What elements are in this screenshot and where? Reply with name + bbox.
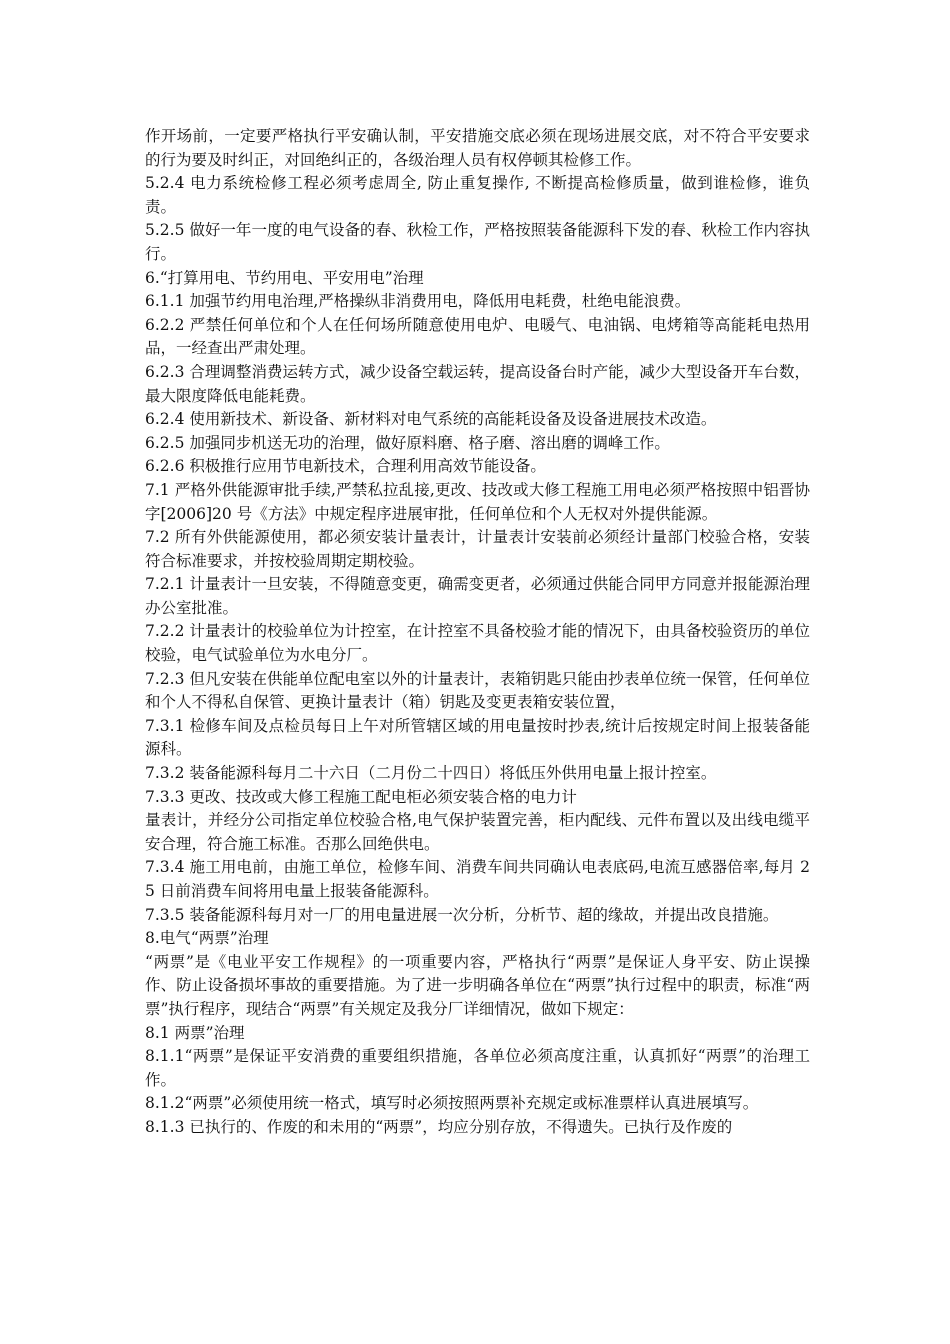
- paragraph: 7.3.3 更改、技改或大修工程施工配电柜必须安装合格的电力计: [145, 787, 577, 806]
- paragraph: 5.2.5 做好一年一度的电气设备的春、秋检工作，严格按照装备能源科下发的春、秋检工作内容执行。: [145, 221, 810, 263]
- paragraph: 7.2 所有外供能源使用，都必须安装计量表计，计量表计安装前必须经计量部门校验合格，安装符合标准要求，并按校验周期定期校验。: [145, 528, 810, 570]
- paragraph: 7.3.2 装备能源科每月二十六日（二月份二十四日）将低压外供用电量上报计控室。: [145, 764, 717, 783]
- paragraph: 8.1.3 已执行的、作废的和未用的“两票”，均应分别存放，不得遗失。已执行及作废的: [145, 1117, 733, 1136]
- section-heading: 6.“打算用电、节约用电、平安用电”治理: [145, 268, 424, 287]
- paragraph: 7.3.5 装备能源科每月对一厂的用电量进展一次分析，分析节、超的缘故，并提出改良措施。: [145, 905, 779, 924]
- paragraph: 7.2.3 但凡安装在供能单位配电室以外的计量表计，表箱钥匙只能由抄表单位统一保管，任何单位和个人不得私自保管、更换计量表计（箱）钥匙及变更表箱安装位置，: [145, 669, 810, 712]
- paragraph: 7.3.4 施工用电前，由施工单位，检修车间、消费车间共同确认电表底码,电流互感器倍率,每月 25 日前消费车间将用电量上报装备能源科。: [145, 858, 810, 900]
- paragraph: 6.2.4 使用新技术、新设备、新材料对电气系统的高能耗设备及设备进展技术改造。: [145, 410, 717, 429]
- paragraph: 7.2.2 计量表计的校验单位为计控室，在计控室不具备校验才能的情况下，由具备校验资历的单位校验，电气试验单位为水电分厂。: [145, 622, 810, 665]
- document-body: [145, 125, 810, 1140]
- subsection-heading: 8.1 两票”治理: [145, 1023, 245, 1042]
- paragraph: 5.2.4 电力系统检修工程必须考虑周全, 防止重复操作, 不断提高检修质量，做到谁检修，谁负责。: [145, 174, 810, 216]
- paragraph: 7.1 严格外供能源审批手续,严禁私拉乱接,更改、技改或大修工程施工用电必须严格按照中铝晋协字[2006]20 号《方法》中规定程序进展审批，任何单位和个人无权对外提供能源。: [145, 480, 810, 523]
- paragraph: 7.3.1 检修车间及点检员每日上午对所管辖区域的用电量按时抄表,统计后按规定时间上报装备能源科。: [145, 716, 810, 759]
- paragraph: 6.2.2 严禁任何单位和个人在任何场所随意使用电炉、电暖气、电油锅、电烤箱等高能耗电热用品，一经查出严肃处理。: [145, 315, 810, 358]
- paragraph: 7.2.1 计量表计一旦安装，不得随意变更，确需变更者，必须通过供能合同甲方同意并报能源治理办公室批准。: [145, 575, 810, 617]
- section-heading: 8.电气“两票”治理: [145, 929, 269, 948]
- paragraph: 6.2.6 积极推行应用节电新技术，合理利用高效节能设备。: [145, 457, 546, 476]
- paragraph: 8.1.2“两票”必须使用统一格式，填写时必须按照两票补充规定或标准票样认真进展填写。: [145, 1094, 759, 1113]
- paragraph: 8.1.1“两票”是保证平安消费的重要组织措施，各单位必须高度注重，认真抓好“两票”的治理工作。: [145, 1047, 810, 1089]
- paragraph: 作开场前，一定要严格执行平安确认制，平安措施交底必须在现场进展交底，对不符合平安要求的行为要及时纠正，对回绝纠正的，各级治理人员有权停顿其检修工作。: [145, 127, 810, 169]
- paragraph: 6.2.5 加强同步机送无功的治理，做好原料磨、格子磨、溶出磨的调峰工作。: [145, 433, 670, 452]
- paragraph: 6.2.3 合理调整消费运转方式，减少设备空载运转，提高设备台时产能，减少大型设备开车台数，最大限度降低电能耗费。: [145, 362, 810, 405]
- paragraph: 6.1.1 加强节约用电治理,严格操纵非消费用电，降低用电耗费，杜绝电能浪费。: [145, 292, 691, 311]
- paragraph: “两票”是《电业平安工作规程》的一项重要内容，严格执行“两票”是保证人身平安、防止误操作、防止设备损坏事故的重要措施。为了进一步明确各单位在“两票”执行过程中的职责，标准“两票”执行程序，现结合“两票”有关规定及我分厂详细情况，做如下规定：: [145, 952, 810, 1018]
- paragraph: 量表计，并经分公司指定单位校验合格,电气保护装置完善，柜内配线、元件布置以及出线电缆平安合理，符合施工标准。否那么回绝供电。: [145, 811, 810, 853]
